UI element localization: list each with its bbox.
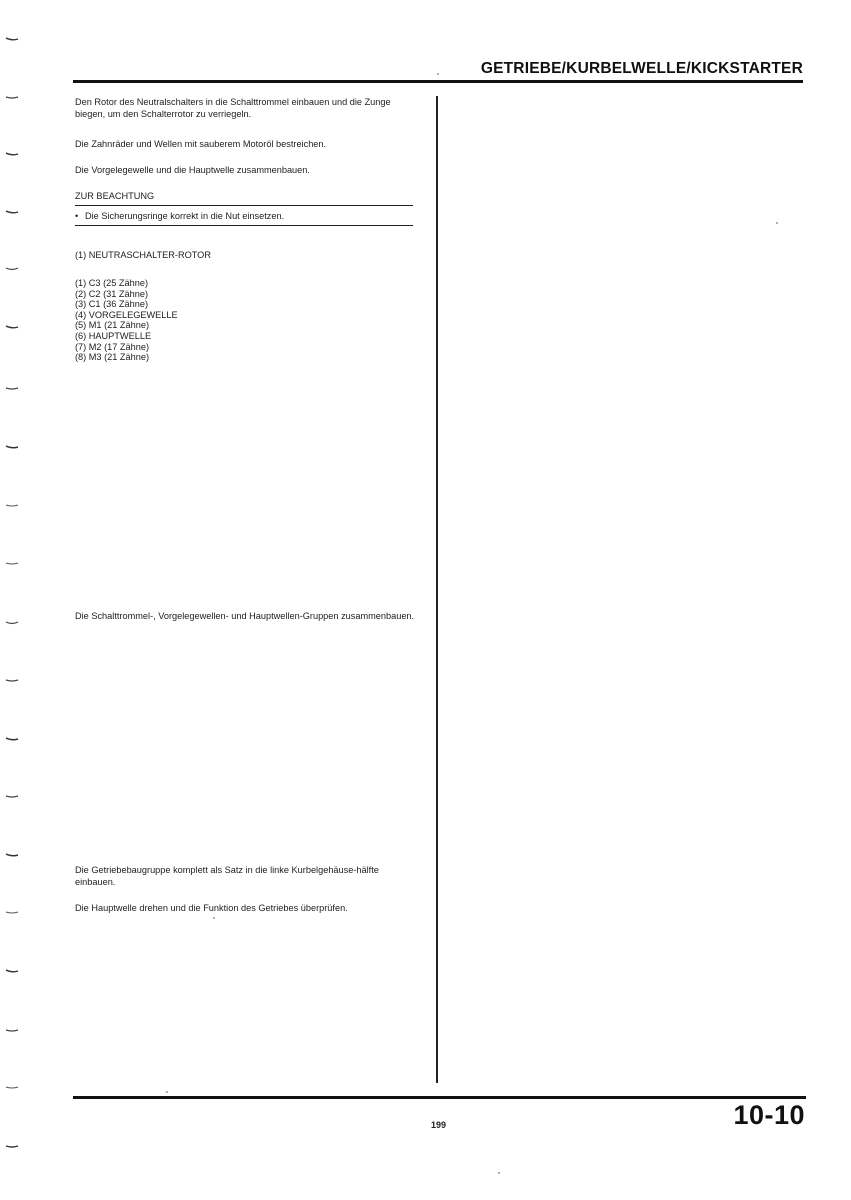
note-top-rule — [75, 205, 413, 206]
list-item: (2) C2 (31 Zähne) — [75, 288, 149, 299]
scan-speck — [776, 222, 778, 224]
list-item: (6) HAUPTWELLE — [75, 330, 152, 341]
note-bullet: • — [75, 211, 79, 221]
instruction-oil-gears: Die Zahnräder und Wellen mit sauberem Motoröl bestreichen. — [75, 139, 327, 149]
note-text: Die Sicherungsringe korrekt in die Nut einsetzen. — [85, 211, 285, 221]
footer-rule — [73, 1096, 806, 1099]
chapter-title: GETRIEBE/KURBELWELLE/KICKSTARTER — [480, 60, 803, 77]
list-item: (5) M1 (21 Zähne) — [75, 320, 150, 331]
note-item — [75, 211, 284, 221]
list-item: (8) M3 (21 Zähne) — [75, 352, 150, 363]
section-number: 10-10 — [733, 1100, 805, 1130]
parts-list — [75, 278, 178, 363]
label-neutral-rotor: (1) NEUTRASCHALTER-ROTOR — [75, 250, 211, 260]
instruction-assemble-groups: Die Schalttrommel-, Vorgelegewellen- und Hauptwellen-Gruppen zusammenbauen. — [75, 611, 415, 621]
scan-speck — [213, 917, 215, 919]
scan-speck — [437, 73, 439, 75]
note-bottom-rule — [75, 225, 413, 226]
instruction-install-transmission: Die Getriebebaugruppe komplett als Satz in die linke Kurbelgehäuse-hälfte einbauen. — [75, 865, 379, 887]
instruction-neutral-rotor: Den Rotor des Neutralschalters in die Schalttrommel einbauen und die Zunge biegen, um den Schalterrotor zu verriegeln. — [75, 97, 391, 119]
list-item: (7) M2 (17 Zähne) — [75, 341, 150, 352]
scan-speck — [166, 1091, 168, 1093]
note-heading: ZUR BEACHTUNG — [75, 191, 155, 201]
header-rule — [73, 80, 803, 83]
instruction-check-function: Die Hauptwelle drehen und die Funktion des Getriebes überprüfen. — [75, 903, 348, 913]
binder-edge-marks — [4, 0, 24, 1200]
page-number: 199 — [431, 1120, 447, 1130]
scan-speck — [498, 1172, 500, 1174]
column-divider — [436, 96, 438, 1083]
list-item: (1) C3 (25 Zähne) — [75, 278, 149, 288]
list-item: (3) C1 (36 Zähne) — [75, 299, 149, 310]
instruction-assemble-shafts: Die Vorgelegewelle und die Hauptwelle zusammenbauen. — [75, 165, 310, 175]
list-item: (4) VORGELEGEWELLE — [75, 309, 178, 320]
